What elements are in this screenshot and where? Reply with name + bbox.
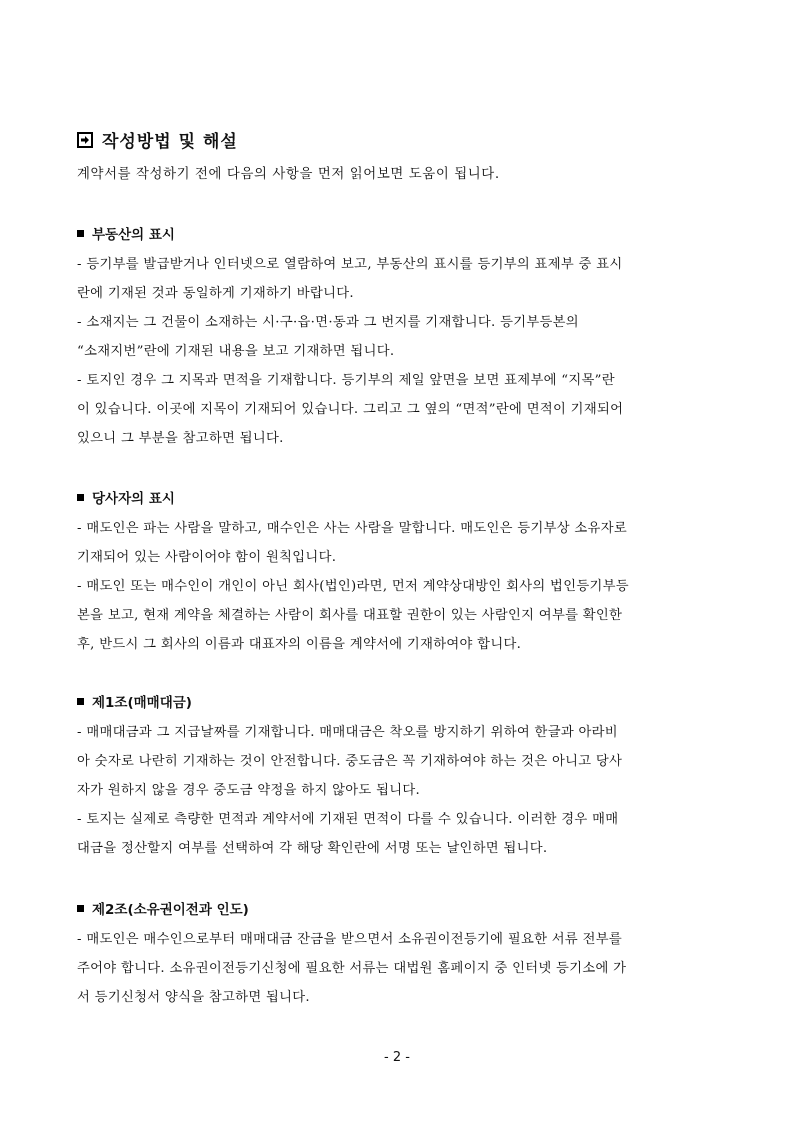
section-title: 당사자의 표시	[92, 491, 175, 507]
body-line: 있으니 그 부분을 참고하면 됩니다.	[77, 431, 284, 446]
body-line: - 매매대금과 그 지급날짜를 기재합니다. 매매대금은 착오를 방지하기 위하여 한글과 아라비	[77, 725, 618, 740]
section-body	[77, 250, 722, 453]
body-line: 서 등기신청서 양식을 참고하면 됩니다.	[77, 990, 310, 1005]
body-line: - 등기부를 발급받거나 인터넷으로 열람하여 보고, 부동산의 표시를 등기부의 표제부 중 표시	[77, 257, 623, 272]
document-heading	[77, 127, 238, 152]
body-line: 주어야 합니다. 소유권이전등기신청에 필요한 서류는 대법원 홈페이지 중 인터넷 등기소에 가	[77, 961, 627, 976]
section-parties	[77, 486, 722, 659]
section-body	[77, 925, 722, 1012]
section-body	[77, 514, 722, 659]
section-title: 제2조(소유권이전과 인도)	[92, 902, 249, 918]
body-line: - 토지인 경우 그 지목과 면적을 기재합니다. 등기부의 제일 앞면을 보면 표제부에 “지목”란	[77, 373, 615, 388]
section-property-description	[77, 222, 722, 453]
body-line: - 토지는 실제로 측량한 면적과 계약서에 기재된 면적이 다를 수 있습니다. 이러한 경우 매매	[77, 812, 619, 827]
section-title: 제1조(매매대금)	[92, 695, 192, 711]
body-line: - 매도인은 매수인으로부터 매매대금 잔금을 받으면서 소유권이전등기에 필요한 서류 전부를	[77, 932, 623, 947]
square-bullet-icon	[77, 698, 84, 705]
page-number: - 2 -	[384, 1050, 410, 1065]
body-line: “소재지번”란에 기재된 내용을 보고 기재하면 됩니다.	[77, 344, 395, 359]
body-line: 아 숫자로 나란히 기재하는 것이 안전합니다. 중도금은 꼭 기재하여야 하는 것은 아니고 당사	[77, 754, 623, 769]
body-line: 대금을 정산할지 여부를 선택하여 각 해당 확인란에 서명 또는 날인하면 됩니다.	[77, 841, 548, 856]
square-bullet-icon	[77, 494, 84, 501]
body-line: 본을 보고, 현재 계약을 체결하는 사람이 회사를 대표할 권한이 있는 사람인지 여부를 확인한	[77, 608, 623, 623]
body-line: - 매도인은 파는 사람을 말하고, 매수인은 사는 사람을 말합니다. 매도인은 등기부상 소유자로	[77, 521, 627, 536]
arrow-right-box-icon	[77, 132, 93, 148]
section-title: 부동산의 표시	[92, 227, 175, 243]
body-line: 기재되어 있는 사람이어야 함이 원칙입니다.	[77, 550, 337, 565]
square-bullet-icon	[77, 230, 84, 237]
section-body	[77, 718, 722, 863]
body-line: 후, 반드시 그 회사의 이름과 대표자의 이름을 계약서에 기재하여야 합니다.	[77, 637, 522, 652]
body-line: - 소재지는 그 건물이 소재하는 시·구·읍·면·동과 그 번지를 기재합니다. 등기부등본의	[77, 315, 579, 330]
intro-text: 계약서를 작성하기 전에 다음의 사항을 먼저 읽어보면 도움이 됩니다.	[77, 167, 500, 182]
page-title: 작성방법 및 해설	[102, 132, 238, 152]
section-article-2	[77, 897, 722, 1012]
square-bullet-icon	[77, 905, 84, 912]
body-line: 이 있습니다. 이곳에 지목이 기재되어 있습니다. 그리고 그 옆의 “면적”란에 면적이 기재되어	[77, 402, 624, 417]
body-line: - 매도인 또는 매수인이 개인이 아닌 회사(법인)라면, 먼저 계약상대방인 회사의 법인등기부등	[77, 579, 629, 594]
section-article-1	[77, 690, 722, 863]
body-line: 자가 원하지 않을 경우 중도금 약정을 하지 않아도 됩니다.	[77, 783, 421, 798]
body-line: 란에 기재된 것과 동일하게 기재하기 바랍니다.	[77, 286, 354, 301]
